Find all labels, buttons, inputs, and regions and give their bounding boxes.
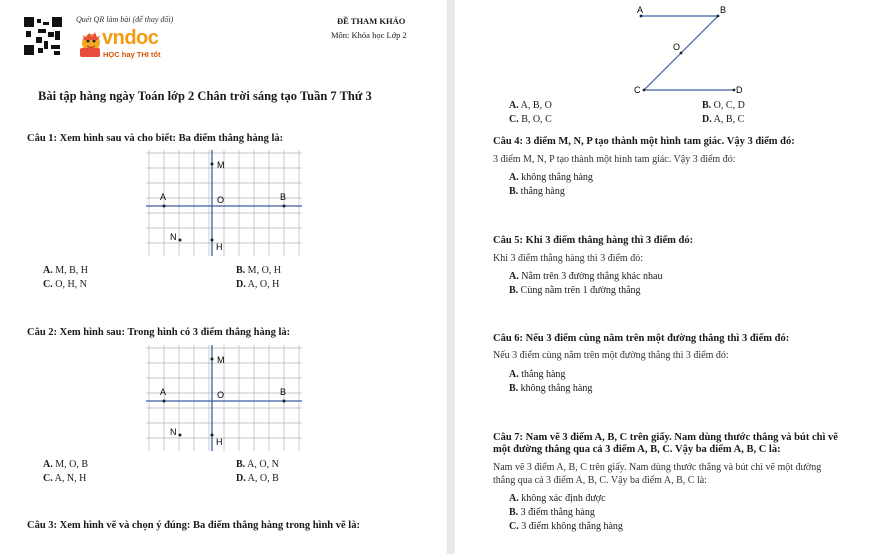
logo-tagline: HỌC hay THI tốt — [103, 50, 161, 59]
question-3-figure — [630, 3, 750, 99]
label-B: B — [720, 5, 727, 15]
logo-text: vndoc — [102, 27, 159, 49]
page-1 — [0, 0, 447, 554]
question-2-option-c[interactable]: C. A, N, H — [43, 473, 87, 484]
logo-badge — [80, 48, 100, 57]
question-6-option-a[interactable]: A. thẳng hàng — [509, 369, 566, 380]
label-O: O — [673, 42, 681, 52]
question-7-title-line-2: một đường thẳng qua cả 3 điểm A, B, C. Vậy ba điểm A, B, C là: — [493, 444, 781, 455]
label-A: A — [160, 387, 167, 397]
question-7-option-b[interactable]: B. 3 điểm thẳng hàng — [509, 507, 595, 518]
question-6-body: Nếu 3 điểm cùng nằm trên một đường thẳng thì 3 điểm đó: — [493, 350, 729, 361]
question-7-option-a[interactable]: A. không xác định được — [509, 493, 606, 504]
question-7-title-line-1: Câu 7: Nam vẽ 3 điểm A, B, C trên giấy. Nam dùng thước thẳng và bút chì vẽ — [493, 432, 838, 443]
doc-type: ĐỀ THAM KHẢO — [337, 16, 406, 26]
question-7-option-c[interactable]: C. 3 điểm không thẳng hàng — [509, 521, 623, 532]
question-1-option-b[interactable]: B. M, O, H — [236, 265, 282, 276]
question-4-body: 3 điểm M, N, P tạo thành một hình tam giác. Vậy 3 điểm đó: — [493, 154, 736, 165]
question-4-option-b[interactable]: B. thẳng hàng — [509, 186, 565, 197]
question-3-option-b[interactable]: B. O, C, D — [702, 100, 745, 111]
question-5-option-a[interactable]: A. Nằm trên 3 đường thẳng khác nhau — [509, 271, 663, 282]
label-N: N — [170, 427, 177, 437]
question-2-title: Câu 2: Xem hình sau: Trong hình có 3 điểm thẳng hàng là: — [27, 327, 291, 338]
question-2-option-a[interactable]: A. M, O, B — [43, 459, 89, 470]
label-H: H — [216, 242, 223, 252]
label-A: A — [637, 5, 644, 15]
question-2-option-b[interactable]: B. A, O, N — [236, 459, 279, 470]
subject-line: Môn: Khóa học Lớp 2 — [331, 30, 407, 40]
label-B: B — [280, 192, 287, 202]
label-B: B — [280, 387, 287, 397]
question-5-body: Khi 3 điểm thẳng hàng thì 3 điểm đó: — [493, 253, 643, 264]
label-D: D — [736, 85, 743, 95]
page-title: Bài tập hàng ngày Toán lớp 2 Chân trời sáng tạo Tuần 7 Thứ 3 — [38, 89, 372, 103]
label-O: O — [217, 390, 225, 400]
label-M: M — [217, 355, 225, 365]
question-1-option-c[interactable]: C. O, H, N — [43, 279, 87, 290]
question-2-figure — [144, 343, 304, 453]
label-H: H — [216, 437, 223, 447]
question-7-body-line-2: thẳng qua cả 3 điểm A, B, C. Vậy ba điểm A, B, C là: — [493, 475, 707, 486]
question-1-title: Câu 1: Xem hình sau và cho biết: Ba điểm thẳng hàng là: — [27, 133, 284, 144]
label-C: C — [634, 85, 641, 95]
question-4-title: Câu 4: 3 điểm M, N, P tạo thành một hình tam giác. Vậy 3 điểm đó: — [493, 136, 795, 147]
question-1-option-d[interactable]: D. A, O, H — [236, 279, 280, 290]
qr-code[interactable] — [24, 17, 62, 55]
label-N: N — [170, 232, 177, 242]
question-7-body-line-1: Nam vẽ 3 điểm A, B, C trên giấy. Nam dùng thước thẳng và bút chì vẽ một đường — [493, 462, 822, 473]
question-3-option-c[interactable]: C. B, O, C — [509, 114, 552, 125]
question-3-option-a[interactable]: A. A, B, O — [509, 100, 552, 111]
question-1-figure — [144, 148, 304, 258]
question-3-option-d[interactable]: D. A, B, C — [702, 114, 745, 125]
question-2-option-d[interactable]: D. A, O, B — [236, 473, 279, 484]
question-5-title: Câu 5: Khi 3 điểm thẳng hàng thì 3 điểm đó: — [493, 235, 694, 246]
page-2 — [455, 0, 896, 554]
question-6-option-b[interactable]: B. không thẳng hàng — [509, 383, 593, 394]
question-5-option-b[interactable]: B. Cùng nằm trên 1 đường thẳng — [509, 285, 641, 296]
label-M: M — [217, 160, 225, 170]
question-6-title: Câu 6: Nếu 3 điểm cùng nằm trên một đường thẳng thì 3 điểm đó: — [493, 333, 790, 344]
label-O: O — [217, 195, 225, 205]
question-4-option-a[interactable]: A. không thẳng hàng — [509, 172, 593, 183]
label-A: A — [160, 192, 167, 202]
question-1-option-a[interactable]: A. M, B, H — [43, 265, 89, 276]
qr-caption: Quét QR làm bài (để thay đổi) — [76, 15, 174, 24]
question-3-title: Câu 3: Xem hình vẽ và chọn ý đúng: Ba điểm thẳng hàng trong hình vẽ là: — [27, 520, 360, 531]
